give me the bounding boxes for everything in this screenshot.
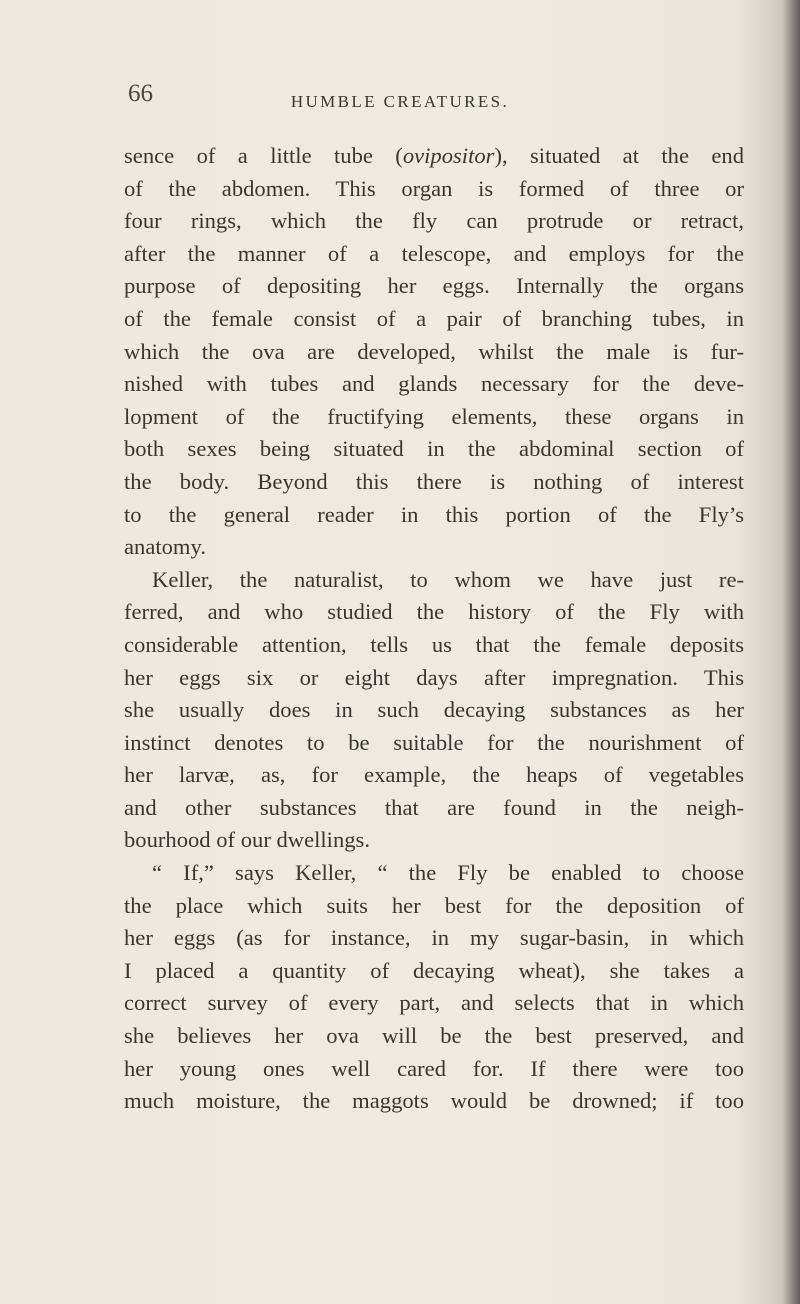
text-line: she usually does in such decaying substances as her [124,697,744,723]
body-text [124,140,744,1118]
italic-term: ovipositor [402,143,495,168]
text-line: purpose of depositing her eggs. Internally the organs [124,273,744,299]
page-number: 66 [128,80,153,107]
text-line: considerable attention, tells us that the female deposits [124,631,744,657]
text-line: anatomy. [124,534,206,560]
text-line: the place which suits her best for the deposition of [124,892,744,918]
text-line: her young ones well cared for. If there were too [124,1055,744,1081]
text-line: and other substances that are found in the neigh- [124,794,744,820]
text-line: bourhood of our dwellings. [124,827,370,853]
text-line: “ If,” says Keller, “ the Fly be enabled to choose [152,860,744,886]
text-line: ferred, and who studied the history of the Fly with [124,599,744,625]
text-line: lopment of the fructifying elements, these organs in [124,403,744,429]
text-line: her eggs (as for instance, in my sugar-basin, in which [124,925,744,951]
text-line: her eggs six or eight days after impregnation. This [124,664,744,690]
text-line: after the manner of a telescope, and employs for the [124,240,744,266]
text-line: to the general reader in this portion of the Fly’s [124,501,744,527]
text-line: her larvæ, as, for example, the heaps of vegetables [124,762,744,788]
text-line: the body. Beyond this there is nothing of interest [124,468,744,494]
page-edge-shadow [782,0,800,1304]
text-line: correct survey of every part, and selects that in which [124,990,744,1016]
text-line: four rings, which the fly can protrude or retract, [124,208,744,234]
text-line: instinct denotes to be suitable for the nourishment of [124,729,744,755]
text-line: Keller, the naturalist, to whom we have just re- [152,566,744,592]
text-line: which the ova are developed, whilst the male is fur- [124,338,744,364]
running-head: HUMBLE CREATURES. [290,92,510,111]
text-line: she believes her ova will be the best preserved, and [124,1023,744,1049]
text-line: nished with tubes and glands necessary for the deve- [124,371,744,397]
text-line: I placed a quantity of decaying wheat), she takes a [124,957,744,983]
text-line: much moisture, the maggots would be drowned; if too [124,1088,744,1114]
text-line: of the abdomen. This organ is formed of three or [124,175,744,201]
text-line: both sexes being situated in the abdominal section of [124,436,744,462]
text-line: sence of a little tube (ovipositor), situated at the end [124,143,744,168]
text-line: of the female consist of a pair of branching tubes, in [124,305,744,331]
